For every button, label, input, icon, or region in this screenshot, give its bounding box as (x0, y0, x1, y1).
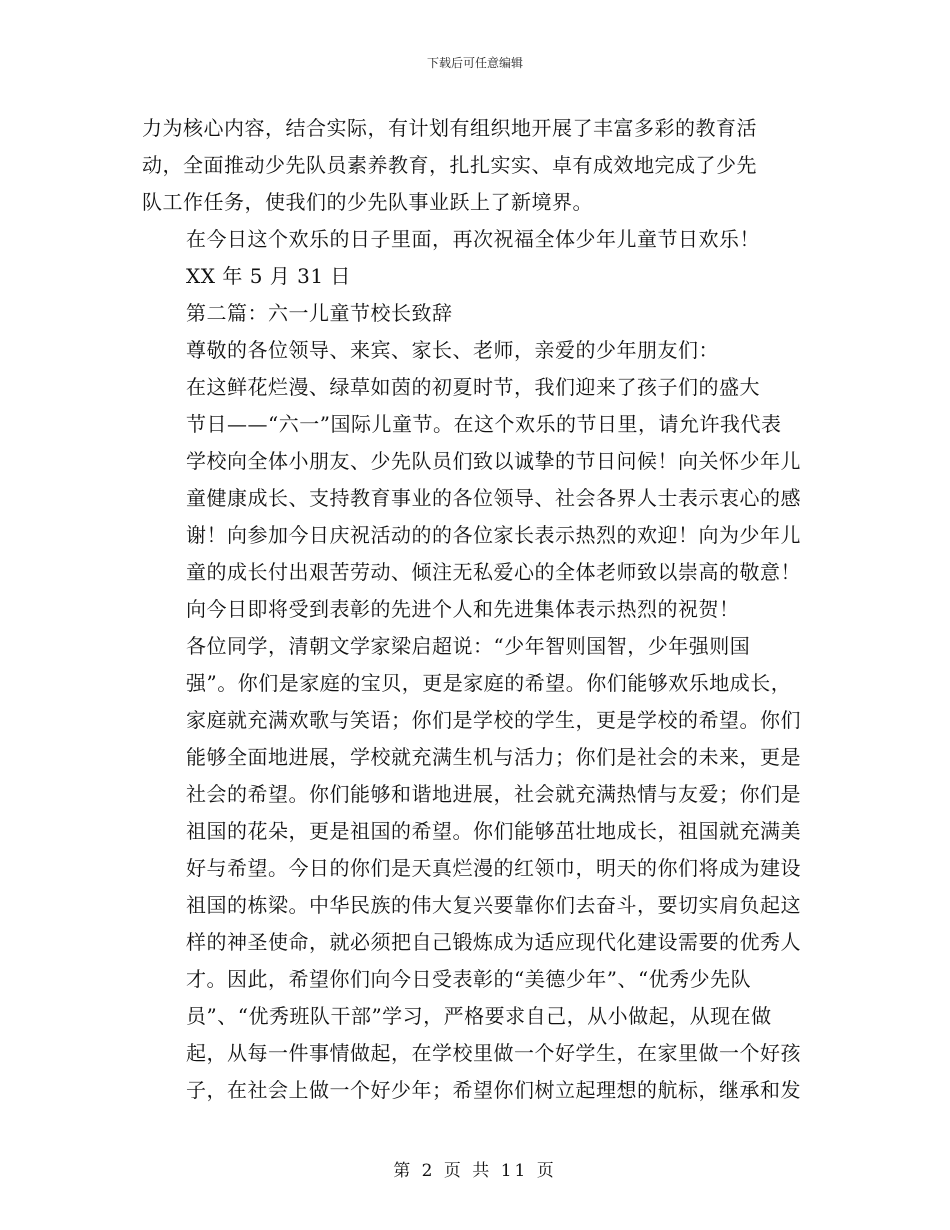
text-line: 子，在社会上做一个好少年；希望你们树立起理想的航标，继承和发 (186, 1078, 801, 1102)
text-line: 队工作任务，使我们的少先队事业跃上了新境界。 (142, 190, 593, 214)
text-line: 尊敬的各位领导、来宾、家长、老师，亲爱的少年朋友们： (186, 338, 719, 362)
paragraph-date (142, 258, 802, 295)
paragraph (142, 369, 802, 628)
text-line: 员”、“优秀班队干部”学习，严格要求自己，从小做起，从现在做 (186, 1004, 772, 1028)
text-line: 学校向全体小朋友、少先队员们致以诚挚的节日问候！向关怀少年儿 (186, 449, 801, 473)
text-line: 第二篇：六一儿童节校长致辞 (186, 301, 453, 325)
text-line: 动，全面推动少先队员素养教育，扎扎实实、卓有成效地完成了少先 (142, 153, 757, 177)
paragraph-salutation (142, 332, 802, 369)
text-line: 在这鲜花烂漫、绿草如茵的初夏时节，我们迎来了孩子们的盛大 (186, 375, 760, 399)
paragraph-closing-wish (142, 221, 802, 258)
page-footer: 第 2 页 共 11 页 (393, 1161, 557, 1181)
text-line: XX 年 5 月 31 日 (186, 264, 351, 288)
text-line: 节日——“六一”国际儿童节。在这个欢乐的节日里，请允许我代表 (186, 412, 782, 436)
text-line: 强”。你们是家庭的宝贝，更是家庭的希望。你们能够欢乐地成长， (186, 671, 792, 695)
text-line: 各位同学，清朝文学家梁启超说：“少年智则国智，少年强则国 (186, 634, 751, 658)
text-line: 力为核心内容，结合实际，有计划有组织地开展了丰富多彩的教育活 (142, 116, 757, 140)
text-line: 童的成长付出艰苦劳动、倾注无私爱心的全体老师致以崇高的敬意！ (186, 560, 801, 584)
page-header: 下载后可任意编辑 (426, 56, 523, 70)
text-line: 谢！向参加今日庆祝活动的的各位家长表示热烈的欢迎！向为少年儿 (186, 523, 801, 547)
section-heading (142, 295, 802, 332)
text-line: 祖国的花朵，更是祖国的希望。你们能够茁壮地成长，祖国就充满美 (186, 819, 801, 843)
text-line: 能够全面地进展，学校就充满生机与活力；你们是社会的未来，更是 (186, 745, 801, 769)
text-line: 社会的希望。你们能够和谐地进展，社会就充满热情与友爱；你们是 (186, 782, 801, 806)
paragraph (142, 628, 802, 1109)
document-body (142, 110, 802, 1109)
text-line: 童健康成长、支持教育事业的各位领导、社会各界人士表示衷心的感 (186, 486, 801, 510)
text-line: 向今日即将受到表彰的先进个人和先进集体表示热烈的祝贺！ (186, 597, 740, 621)
text-line: 祖国的栋梁。中华民族的伟大复兴要靠你们去奋斗，要切实肩负起这 (186, 893, 801, 917)
text-line: 样的神圣使命，就必须把自己锻炼成为适应现代化建设需要的优秀人 (186, 930, 801, 954)
paragraph (142, 110, 802, 221)
text-line: 在今日这个欢乐的日子里面，再次祝福全体少年儿童节日欢乐！ (186, 227, 760, 251)
text-line: 起，从每一件事情做起，在学校里做一个好学生，在家里做一个好孩 (186, 1041, 801, 1065)
text-line: 家庭就充满欢歌与笑语；你们是学校的学生，更是学校的希望。你们 (186, 708, 801, 732)
text-line: 才。因此，希望你们向今日受表彰的“美德少年”、“优秀少先队 (186, 967, 752, 991)
text-line: 好与希望。今日的你们是天真烂漫的红领巾，明天的你们将成为建设 (186, 856, 801, 880)
